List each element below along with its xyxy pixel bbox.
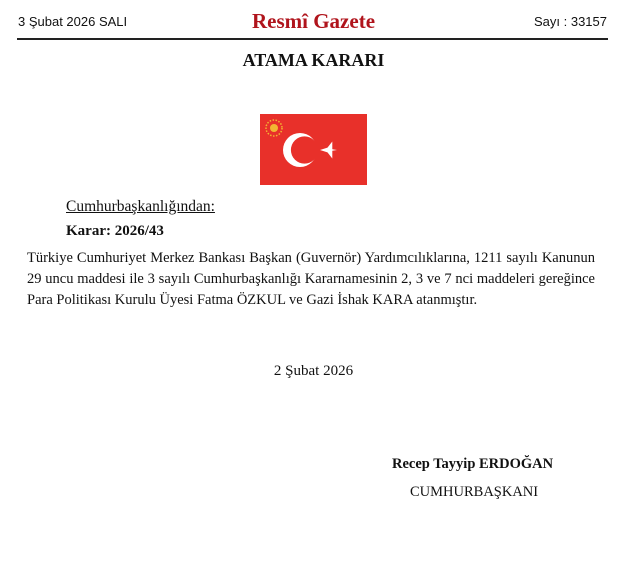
presidential-flag-icon (260, 114, 367, 185)
signatory-role: CUMHURBAŞKANI (410, 484, 539, 500)
decision-date: 2 Şubat 2026 (273, 363, 354, 379)
header-divider (17, 38, 608, 40)
decision-body: Türkiye Cumhuriyet Merkez Bankası Başkan (Guvernör) Yardımcılıklarına, 1211 sayılı Kanunun 29 uncu maddesi ile 3 sayılı Cumhurbaşkanlığı Kararnamesinin 2, 3 ve 7 nci maddeleri gereğince Para Politikası Kurulu Üyesi Fatma ÖZKUL ve Gazi İshak KARA atanmıştır. (27, 250, 595, 308)
signatory-name: Recep Tayyip ERDOĞAN (392, 456, 554, 472)
document-title: ATAMA KARARI (242, 50, 385, 70)
header-date: 3 Şubat 2026 SALI (18, 14, 128, 29)
gazette-title: Resmî Gazete (251, 9, 376, 33)
decision-number: Karar: 2026/43 (66, 223, 164, 239)
issuer: Cumhurbaşkanlığından: (66, 198, 215, 215)
issue-number: Sayı : 33157 (534, 14, 607, 29)
